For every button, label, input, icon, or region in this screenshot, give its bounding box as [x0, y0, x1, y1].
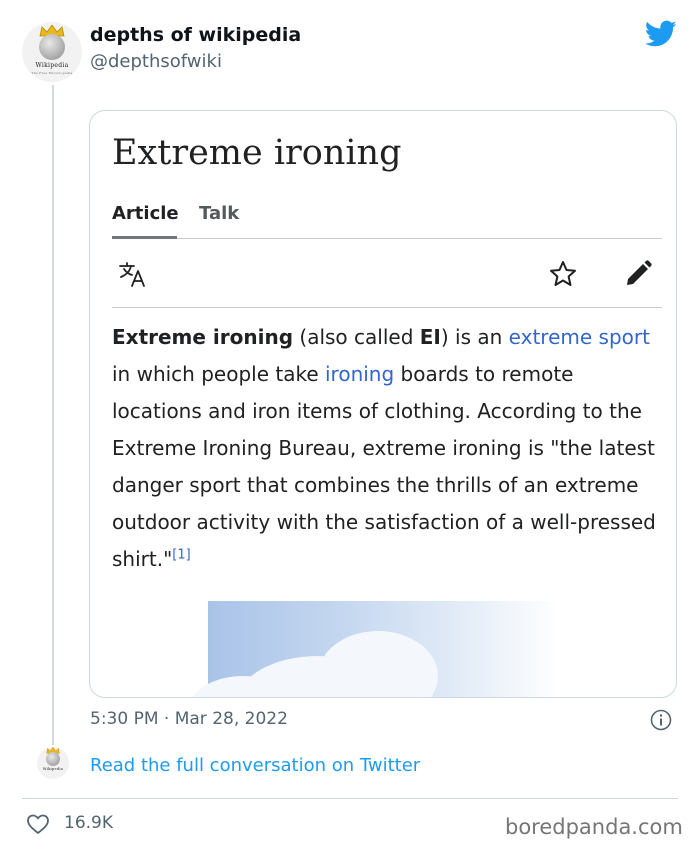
heart-icon[interactable] — [26, 813, 50, 835]
paragraph-text: ) is an — [440, 325, 509, 349]
link-ironing[interactable]: ironing — [325, 362, 395, 386]
translate-icon[interactable] — [118, 259, 148, 289]
active-tab-indicator — [112, 236, 177, 239]
avatar[interactable] — [22, 22, 82, 82]
wiki-screenshot-card[interactable] — [89, 110, 677, 698]
avatar-wordmark: Wikipedia — [42, 767, 64, 771]
paragraph-text: boards to remote locations and iron items of clothing. According to the Extreme Ironing Bureau, extreme ironing is "the latest danger sport that combines the thrills of an extreme outdoor activity with the satisfaction of a well-pressed shirt." — [112, 362, 656, 571]
tab-talk[interactable]: Talk — [199, 203, 240, 224]
footer-divider — [22, 798, 678, 799]
watermark: boredpanda.com — [505, 815, 683, 839]
info-icon[interactable] — [650, 709, 672, 731]
like-count: 16.9K — [64, 813, 113, 833]
wikipedia-globe-logo — [39, 34, 65, 60]
tab-article[interactable]: Article — [112, 203, 179, 224]
article-image[interactable] — [208, 601, 560, 698]
handle[interactable]: @depthsofwiki — [90, 51, 222, 72]
abbr-bold: EI — [419, 325, 441, 349]
avatar-wordmark: Wikipedia — [35, 62, 69, 69]
cloud-shape — [318, 631, 438, 698]
paragraph-text: in which people take — [112, 362, 325, 386]
tab-divider — [112, 238, 662, 239]
display-name[interactable]: depths of wikipedia — [90, 24, 302, 46]
wikipedia-globe-logo — [46, 752, 60, 766]
page-title: Extreme ironing — [112, 133, 402, 173]
paragraph-text: (also called — [293, 325, 420, 349]
toolbar-divider — [112, 307, 662, 308]
avatar-tagline: The Free Encyclopedia — [31, 71, 73, 75]
avatar-small[interactable] — [37, 747, 69, 779]
citation-link[interactable]: [1] — [172, 547, 191, 563]
tweet-timestamp[interactable]: 5:30 PM · Mar 28, 2022 — [90, 709, 288, 729]
term-bold: Extreme ironing — [112, 325, 294, 349]
pencil-icon[interactable] — [623, 259, 653, 289]
star-icon[interactable] — [548, 259, 578, 289]
twitter-bird-icon[interactable] — [645, 20, 677, 48]
read-conversation-link[interactable]: Read the full conversation on Twitter — [90, 755, 421, 776]
thread-line — [52, 85, 54, 745]
article-paragraph — [112, 319, 668, 578]
link-extreme-sport[interactable]: extreme sport — [508, 325, 650, 349]
